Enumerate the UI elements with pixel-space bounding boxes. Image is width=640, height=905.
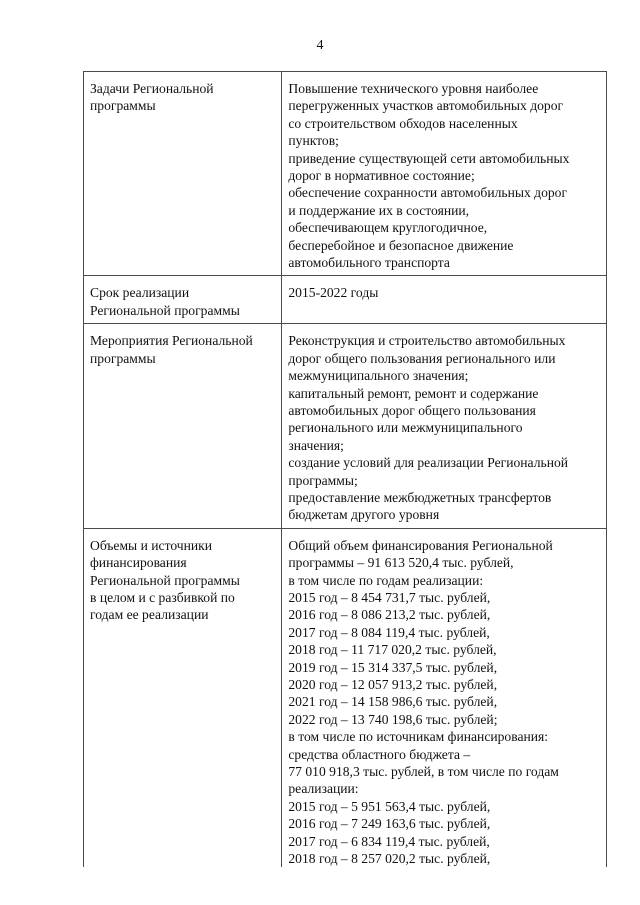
value-line: реализации: bbox=[288, 781, 359, 797]
row-tasks bbox=[84, 72, 607, 276]
table-body bbox=[84, 72, 607, 868]
value-line: 2022 год – 13 740 198,6 тыс. рублей; bbox=[288, 711, 498, 727]
label-line: Региональной программы bbox=[90, 302, 240, 318]
label-line: в целом и с разбивкой по bbox=[90, 589, 235, 605]
value-line: Повышение технического уровня наиболее bbox=[288, 81, 539, 96]
label-line: финансирования bbox=[90, 555, 187, 571]
value-line: 2017 год – 8 084 119,4 тыс. рублей, bbox=[288, 624, 490, 640]
row-value-cell bbox=[282, 324, 607, 528]
value-line: перегруженных участков автомобильных дорог bbox=[288, 98, 564, 114]
value-line: пунктов; bbox=[288, 133, 339, 149]
value-line: 2015 год – 8 454 731,7 тыс. рублей, bbox=[288, 589, 491, 605]
page-number: 4 bbox=[316, 38, 324, 53]
label-line: программы bbox=[90, 350, 156, 366]
value-line: 2019 год – 15 314 337,5 тыс. рублей, bbox=[288, 659, 498, 675]
value-line: регионального или межмуниципального bbox=[288, 420, 523, 436]
label-line: программы bbox=[90, 98, 156, 114]
row-value-cell bbox=[282, 276, 607, 324]
row-financing bbox=[84, 528, 607, 867]
value-line: 2015 год – 5 951 563,4 тыс. рублей, bbox=[288, 798, 491, 814]
value-line: 2018 год – 8 257 020,2 тыс. рублей, bbox=[288, 851, 491, 867]
value-line: предоставление межбюджетных трансфертов bbox=[288, 489, 552, 505]
value-line: 2020 год – 12 057 913,2 тыс. рублей, bbox=[288, 677, 498, 692]
value-line: в том числе по источникам финансирования: bbox=[288, 729, 549, 745]
value-line: 2016 год – 7 249 163,6 тыс. рублей, bbox=[288, 816, 491, 832]
row-label-cell bbox=[84, 276, 282, 324]
value-line: в том числе по годам реализации: bbox=[288, 572, 484, 588]
row-value-cell bbox=[282, 72, 607, 276]
value-line: 2015-2022 годы bbox=[288, 285, 379, 301]
label-line: Региональной программы bbox=[90, 572, 240, 588]
value-line: межмуниципального значения; bbox=[288, 368, 469, 384]
value-line: и поддержание их в состоянии, bbox=[288, 202, 470, 218]
label-line: Мероприятия Региональной bbox=[90, 333, 253, 349]
value-line: средства областного бюджета – bbox=[288, 746, 471, 762]
value-line: бесперебойное и безопасное движение bbox=[288, 237, 514, 253]
value-line: автомобильного транспорта bbox=[288, 255, 450, 271]
value-line: 2018 год – 11 717 020,2 тыс. рублей, bbox=[288, 642, 497, 658]
value-line: бюджетам другого уровня bbox=[288, 507, 440, 523]
row-label-cell bbox=[84, 72, 282, 276]
row-label-cell bbox=[84, 528, 282, 867]
value-line: дорог общего пользования регионального или bbox=[288, 350, 556, 366]
passport-table bbox=[83, 71, 607, 867]
value-line: со строительством обходов населенных bbox=[288, 115, 518, 131]
value-line: 77 010 918,3 тыс. рублей, в том числе по годам bbox=[288, 764, 559, 780]
value-line: 2021 год – 14 158 986,6 тыс. рублей, bbox=[288, 694, 498, 710]
value-line: 2017 год – 6 834 119,4 тыс. рублей, bbox=[288, 833, 490, 849]
label-line: годам ее реализации bbox=[90, 607, 209, 623]
value-line: 2016 год – 8 086 213,2 тыс. рублей, bbox=[288, 607, 491, 623]
value-line: программы – 91 613 520,4 тыс. рублей, bbox=[288, 555, 514, 571]
value-line: значения; bbox=[288, 437, 344, 453]
value-line: дорог в нормативное состояние; bbox=[288, 168, 475, 184]
value-line: программы; bbox=[288, 472, 358, 488]
label-line: Срок реализации bbox=[90, 285, 190, 301]
value-line: обеспечение сохранности автомобильных дорог bbox=[288, 185, 568, 201]
value-line: автомобильных дорог общего пользования bbox=[288, 402, 536, 418]
row-period bbox=[84, 276, 607, 324]
value-line: Общий объем финансирования Региональной bbox=[288, 537, 553, 553]
row-measures bbox=[84, 324, 607, 528]
value-line: приведение существующей сети автомобильных bbox=[288, 150, 570, 166]
label-line: Задачи Региональной bbox=[90, 81, 214, 96]
row-value-cell bbox=[282, 528, 607, 867]
value-line: обеспечивающем круглогодичное, bbox=[288, 220, 488, 236]
value-line: капитальный ремонт, ремонт и содержание bbox=[288, 385, 539, 401]
row-label-cell bbox=[84, 324, 282, 528]
value-line: Реконструкция и строительство автомобильных bbox=[288, 333, 566, 349]
label-line: Объемы и источники bbox=[90, 537, 213, 553]
value-line: создание условий для реализации Региональной bbox=[288, 455, 569, 471]
